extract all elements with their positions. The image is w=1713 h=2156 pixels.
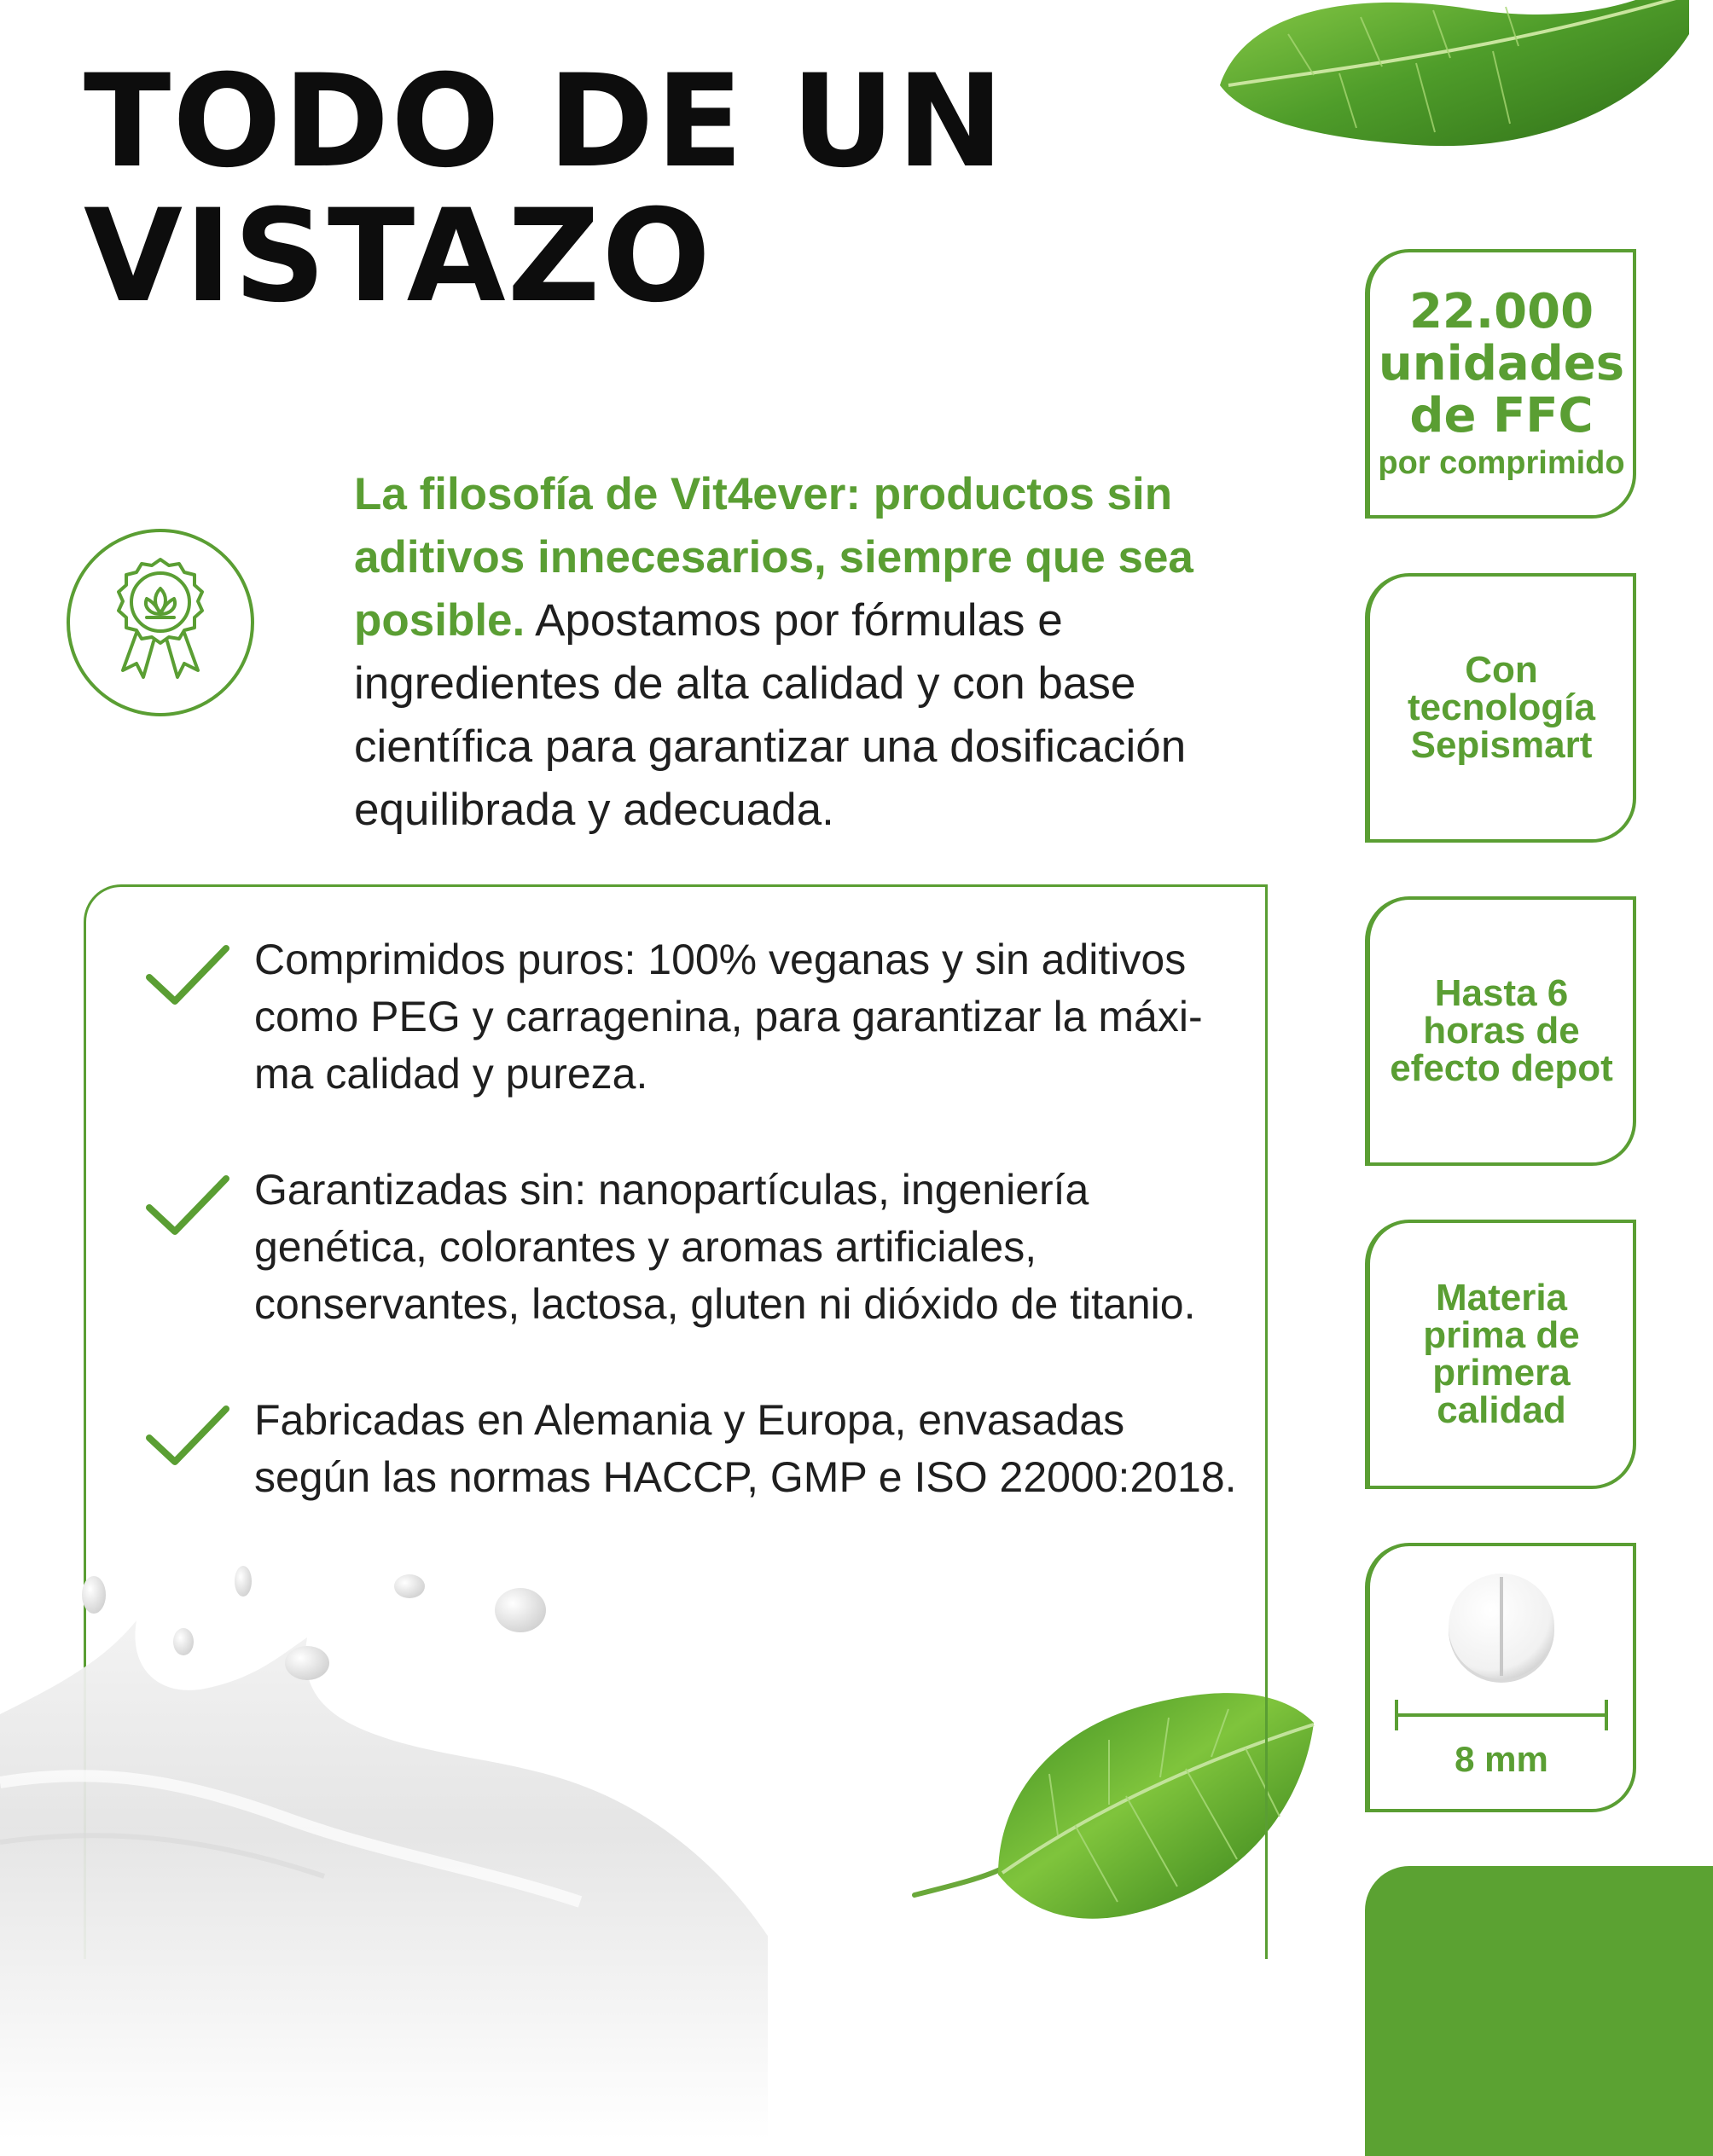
tablet-icon: [1442, 1568, 1561, 1688]
benefit-text: Comprimidos puros: 100% veganas y sin aditivos como PEG y carragenina, para garantizar la máxi-ma calidad y pureza.: [254, 936, 1203, 1098]
check-icon: [141, 1167, 235, 1243]
raw-material-text: Materia prima de primera calidad: [1423, 1277, 1580, 1431]
feature-card-units: [1365, 249, 1636, 519]
tablet-size-label: 8 mm: [1455, 1739, 1548, 1779]
feature-card-depot: [1365, 896, 1636, 1166]
feature-card-raw-material: [1365, 1220, 1636, 1489]
units-unit: de FFC: [1409, 387, 1594, 443]
leaf-icon: [1211, 0, 1689, 162]
check-icon: [141, 936, 235, 1013]
benefit-text: Fabricadas en Alemania y Europa, envasadas según las normas HACCP, GMP e ISO 22000:2018.: [254, 1396, 1237, 1501]
intro-highlight: La filosofía de Vit4ever: productos sin aditivos innecesarios, siempre que sea posible.: [354, 469, 1193, 646]
benefit-text: Garantizadas sin: nanopartículas, ingeniería genética, colorantes y aromas artificiales, conservantes, lactosa, gluten ni dióxido de titanio.: [254, 1166, 1196, 1328]
feature-card-tablet-size: [1365, 1543, 1636, 1812]
quality-badge-icon: [65, 527, 256, 718]
technology-text: Con tecnología Sepismart: [1407, 649, 1596, 766]
feature-card-technology: [1365, 573, 1636, 843]
check-icon: [141, 1397, 235, 1474]
intro-body: Apostamos por fórmulas e ingredientes de alta calidad y con base científica para garantizar una dosificación equilibrada y adecuada.: [354, 595, 1187, 835]
units-amount: 22.000: [1408, 283, 1594, 339]
title-line-2: VISTAZO: [84, 183, 712, 331]
page-title: [84, 48, 1006, 331]
depot-text: Hasta 6 horas de efecto depot: [1390, 972, 1613, 1089]
green-accent-block: [1365, 1866, 1713, 2156]
units-per: por comprimido: [1378, 444, 1625, 481]
milk-splash: [0, 1561, 768, 2141]
intro-paragraph: [354, 463, 1250, 842]
units-label: unidades: [1378, 335, 1625, 391]
title-line-1: TODO DE UN: [84, 48, 1006, 196]
measure-line: [1393, 1696, 1610, 1734]
